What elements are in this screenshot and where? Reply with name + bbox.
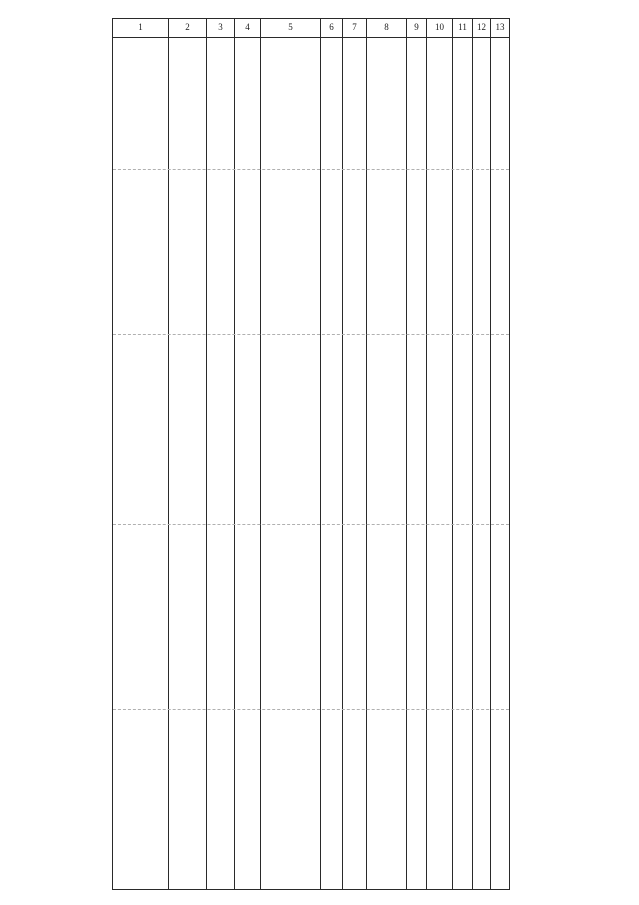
column-number-10: 10 <box>435 22 444 32</box>
column-number-7: 7 <box>352 22 357 32</box>
table-row <box>119 579 275 589</box>
column-number-8: 8 <box>384 22 389 32</box>
column-number-13: 13 <box>495 22 505 32</box>
column-number-5: 5 <box>288 22 293 32</box>
table-frame <box>112 18 510 890</box>
column-number-11: 11 <box>458 22 467 32</box>
row-separator <box>113 524 509 525</box>
row-separator <box>113 709 509 710</box>
column-11 <box>453 19 473 889</box>
column-number-4: 4 <box>245 22 250 32</box>
column-number-6: 6 <box>329 22 334 32</box>
column-number-3: 3 <box>218 22 223 32</box>
column-13 <box>491 19 509 889</box>
column-12 <box>473 19 491 889</box>
column-number-12: 12 <box>477 22 486 32</box>
row-separator <box>113 169 509 170</box>
column-number-2: 2 <box>185 22 190 32</box>
column-number-9: 9 <box>414 22 419 32</box>
column-number-1: 1 <box>138 22 143 32</box>
column-6 <box>321 19 343 889</box>
column-9 <box>407 19 427 889</box>
table-row <box>119 59 275 69</box>
table-row <box>119 759 275 769</box>
column-7 <box>343 19 367 889</box>
column-10 <box>427 19 453 889</box>
row-separator <box>113 334 509 335</box>
table-row <box>119 219 275 229</box>
column-8 <box>367 19 407 889</box>
table-row <box>119 399 275 409</box>
